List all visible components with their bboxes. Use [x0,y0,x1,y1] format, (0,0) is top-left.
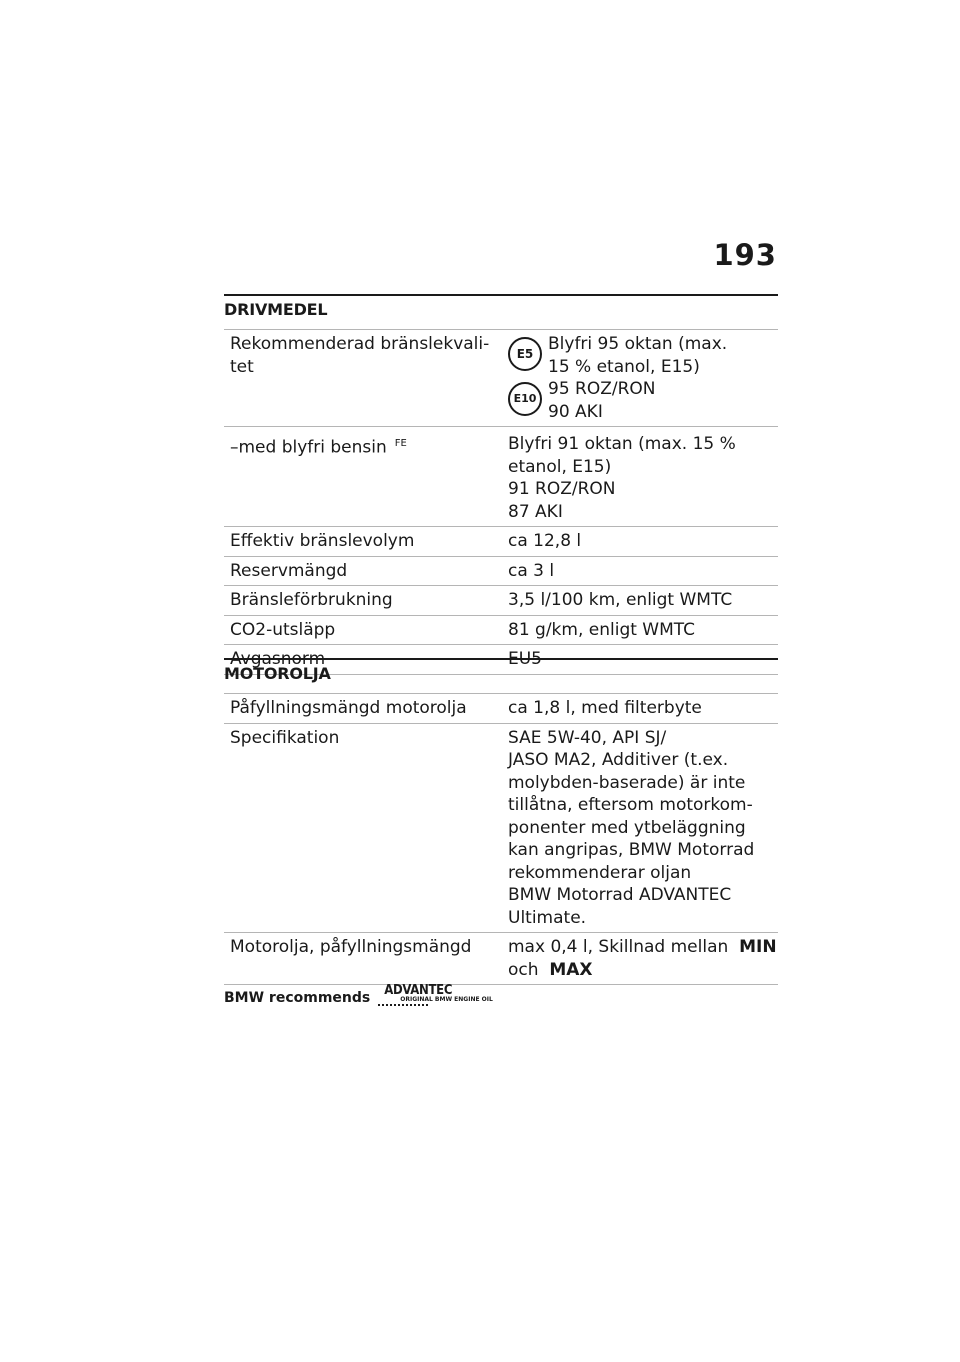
badge-line-e5 [508,333,778,378]
row-label: Effektiv bränslevolym [230,531,415,551]
row-label: Specifikation [230,727,340,748]
bmw-recommends [224,984,493,1006]
row-label: Avgasnorm [230,649,326,669]
logo-sub-text: ORIGINAL BMW ENGINE OIL [400,996,493,1003]
row-value: ca 12,8 l [508,531,582,551]
min-mark: MIN [739,937,777,957]
label-text: –med blyfri bensin [230,437,387,458]
table-row [224,694,778,724]
table-row [224,723,778,933]
value-line: molybden-baserade) är inte [508,772,746,793]
specification-value [502,723,778,933]
oil-table [224,693,778,985]
value-line: Blyfri 95 oktan (max. [548,334,728,354]
row-value: EU5 [508,649,542,669]
logo-main-text: ADVANTEC [384,983,453,998]
value-line: 15 % etanol, E15) [548,356,700,377]
fuel-section-title: DRIVMEDEL [224,300,328,319]
row-label: Påfyllningsmängd motorolja [230,698,467,718]
row-value: 81 g/km, enligt WMTC [508,619,696,640]
fuel-table [224,329,778,675]
badge-line-e10 [508,378,778,423]
row-label: Reservmängd [230,560,348,581]
section-rule [224,658,778,660]
row-value: 3,5 l/100 km, enligt WMTC [508,590,733,610]
table-row [224,556,778,586]
footnote-sup: FE [394,438,407,449]
row-value: ca 3 l [508,560,555,581]
max-mark: MAX [549,959,593,980]
value-line: 87 AKI [508,501,563,522]
value-line: Blyfri 91 oktan (max. 15 % [508,434,736,454]
page-number: 193 [713,238,777,272]
oil-section-title: MOTOROLJA [224,664,331,683]
value-line: 95 ROZ/RON [548,379,656,399]
value-line: kan angripas, BMW Motorrad [508,840,755,860]
table-row [224,933,778,985]
value-line: 90 AKI [548,401,603,422]
section-rule [224,294,778,296]
value-text: max 0,4 l, Skillnad mellan [508,937,729,957]
row-label: CO2-utsläpp [230,619,336,640]
fuel-quality-label [224,330,502,427]
fuel-quality-value [502,330,778,427]
value-line: JASO MA2, Additiver (t.ex. [508,750,729,770]
table-row [224,427,778,527]
advantec-logo [378,984,493,1006]
label-line: tet [230,356,254,377]
oil-refill-value [502,933,778,985]
table-row [224,615,778,645]
value-line: 91 ROZ/RON [508,479,616,499]
table-row [224,330,778,427]
table-row [224,527,778,557]
unleaded-label [224,427,502,527]
value-line: Ultimate. [508,907,587,928]
row-value: ca 1,8 l, med filterbyte [508,698,702,718]
value-line: tillåtna, eftersom motorkom- [508,795,753,815]
value-line: rekommenderar oljan [508,862,692,883]
recommend-text: BMW recommends [224,990,371,1006]
oil-section [224,658,778,985]
value-line: SAE 5W-40, API SJ/ [508,727,667,748]
value-text: och [508,959,539,980]
row-label: Bränsleförbrukning [230,590,393,610]
logo-bar [378,1004,430,1006]
fuel-section [224,294,778,675]
value-line: etanol, E15) [508,456,612,477]
table-row [224,586,778,616]
e10-badge-icon: E10 [508,382,542,416]
e5-badge-icon: E5 [508,337,542,371]
unleaded-value [502,427,778,527]
row-label: Motorolja, påfyllningsmängd [230,937,472,957]
label-line: Rekommenderad bränslekvali- [230,334,490,354]
value-line: ponenter med ytbeläggning [508,817,746,838]
value-line: BMW Motorrad ADVANTEC [508,885,732,905]
